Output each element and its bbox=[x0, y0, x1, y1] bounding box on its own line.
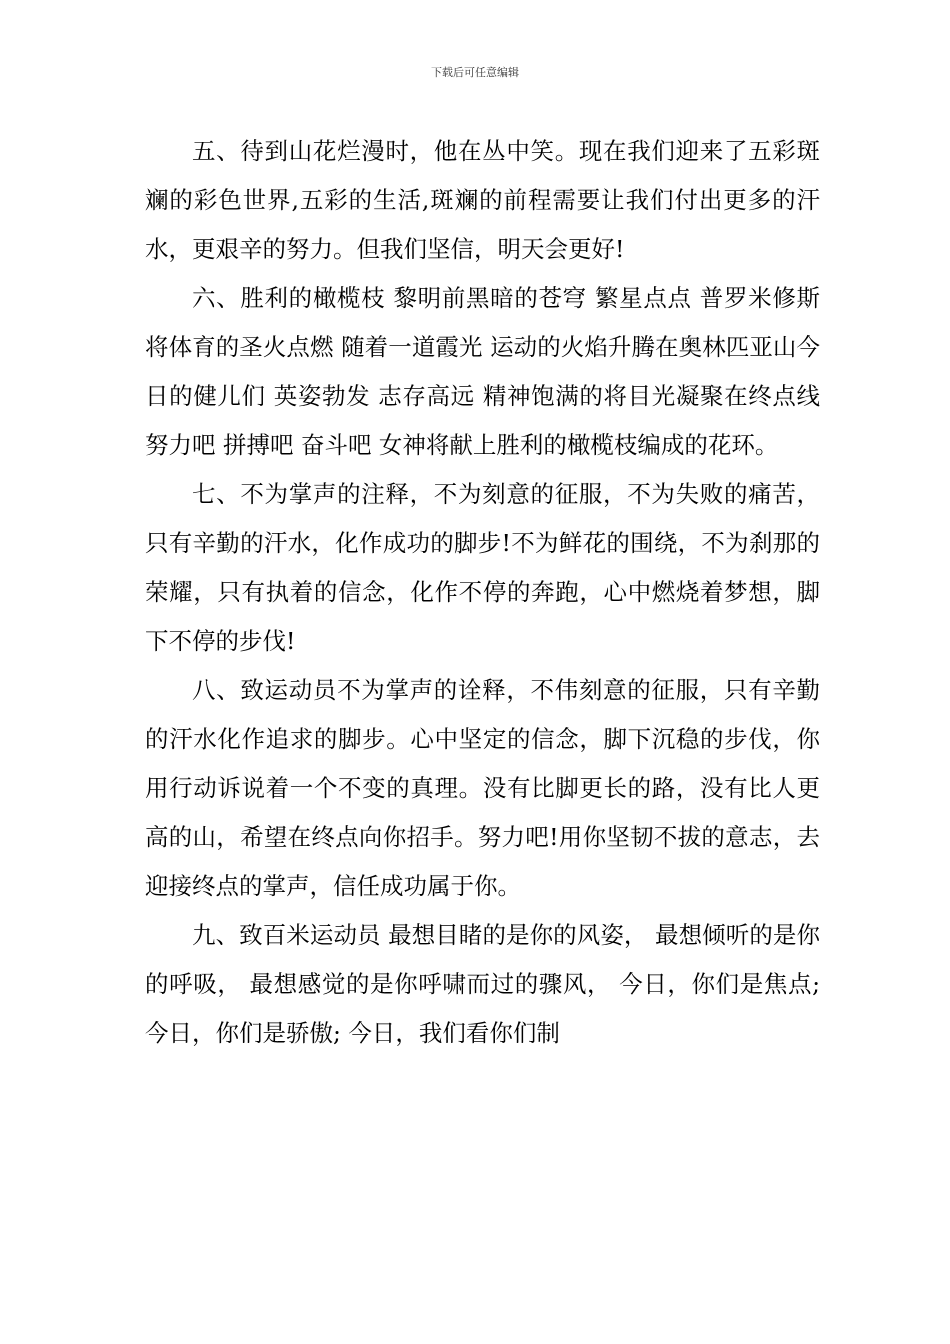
paragraph-5: 五、待到山花烂漫时，他在丛中笑。现在我们迎来了五彩斑斓的彩色世界,五彩的生活,斑斓的前程需要让我们付出更多的汗水，更艰辛的努力。但我们坚信，明天会更好! bbox=[145, 137, 820, 263]
paragraph-7: 七、不为掌声的注释，不为刻意的征服，不为失败的痛苦，只有辛勤的汗水，化作成功的脚步!不为鲜花的围绕，不为刹那的荣耀，只有执着的信念，化作不停的奔跑，心中燃烧着梦想，脚下不停的步伐! bbox=[145, 480, 820, 655]
paragraph-6: 六、胜利的橄榄枝 黎明前黑暗的苍穹 繁星点点 普罗米修斯将体育的圣火点燃 随着一道霞光 运动的火焰升腾在奥林匹亚山今日的健儿们 英姿勃发 志存高远 精神饱满的将目光凝聚在终点线 努力吧 拼搏吧 奋斗吧 女神将献上胜利的橄榄枝编成的花环。 bbox=[145, 284, 828, 459]
document-body bbox=[145, 127, 828, 1058]
paragraph-9: 九、致百米运动员 最想目睹的是你的风姿， 最想倾听的是你的呼吸， 最想感觉的是你呼啸而过的骤风， 今日，你们是焦点;今日，你们是骄傲; 今日，我们看你们制 bbox=[145, 921, 820, 1047]
paragraph-8: 八、致运动员不为掌声的诠释，不伟刻意的征服，只有辛勤的汗水化作追求的脚步。心中坚定的信念，脚下沉稳的步伐，你用行动诉说着一个不变的真理。没有比脚更长的路，没有比人更高的山，希望在终点向你招手。努力吧!用你坚韧不拔的意志，去迎接终点的掌声，信任成功属于你。 bbox=[145, 676, 820, 900]
page-header: 下载后可任意编辑 bbox=[431, 66, 519, 79]
